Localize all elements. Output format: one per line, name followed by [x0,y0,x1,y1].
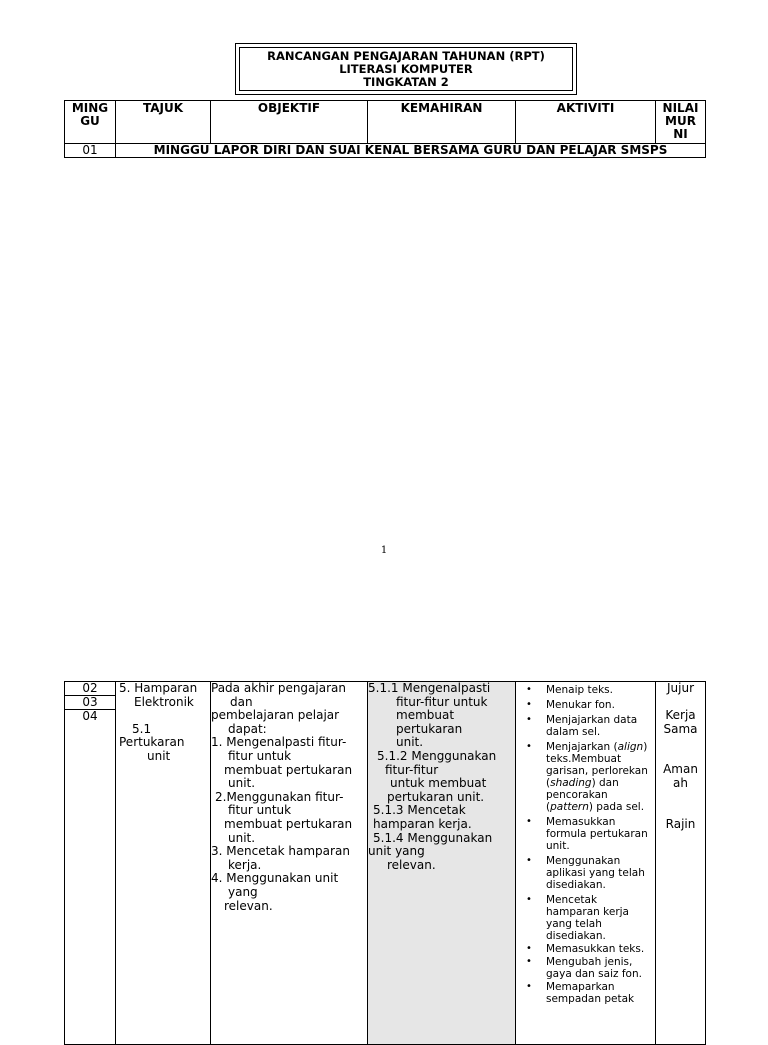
tajuk-cell [116,682,211,1045]
col-header-aktiviti: AKTIVITI [516,101,656,144]
kemahiran-line: untuk membuat [390,776,487,791]
objektif-line: relevan. [224,898,273,913]
objektif-line: unit. [228,776,256,791]
list-item: • Mengubah jenis, gaya dan saiz fon. [546,956,653,980]
objektif-line: fitur untuk [228,803,292,818]
tajuk-line: unit [147,748,171,763]
col-header-objektif: OBJEKTIF [211,101,368,144]
objektif-line: 1. Mengenalpasti fitur- [211,735,347,750]
objektif-line: 3. Mencetak hamparan [211,844,350,859]
table-header-row [65,101,706,144]
list-item: • Memaparkan sempadan petak [546,981,653,1005]
tajuk-line: Elektronik [134,694,194,709]
week-1-description: MINGGU LAPOR DIRI DAN SUAI KENAL BERSAMA GURU DAN PELAJAR SMSPS [116,144,706,158]
col-header-nilai-murni: NILAI MUR NI [656,101,706,144]
list-item: • Mencetak hamparan kerja yang telah disediakan. [546,894,653,942]
list-item: • Menaip teks. [546,684,653,696]
nilai-item: Rajin [665,816,696,831]
objektif-line: 2.Menggunakan fitur- [215,789,344,804]
objektif-line: kerja. [228,857,262,872]
rpt-content-table [64,681,706,1045]
table-row-week-1 [65,144,706,158]
objektif-line: dan [230,694,253,709]
rpt-header-table [64,100,706,158]
list-item: • Menjajarkan (align) teks.Membuat garisan, perlorekan (shading) dan pencorakan (pattern) pada sel. [546,741,653,813]
objektif-line: unit. [228,830,256,845]
objektif-line: membuat pertukaran [224,762,353,777]
objektif-line: yang [228,884,258,899]
kemahiran-line: unit yang [368,844,425,859]
list-item: • Memasukkan formula pertukaran unit. [546,816,653,852]
week-number: 02 [65,682,115,696]
aktiviti-cell [516,682,656,1045]
kemahiran-line: unit. [396,735,424,750]
title-line-2: LITERASI KOMPUTER [339,61,473,76]
nilai-item: ah [673,775,688,790]
nilai-item: Kerja [665,708,696,723]
list-item: • Menjajarkan data dalam sel. [546,714,653,738]
list-item: • Menggunakan aplikasi yang telah disediakan. [546,855,653,891]
kemahiran-line: hamparan kerja. [373,816,472,831]
nilai-item: Aman [663,762,698,777]
kemahiran-line: fitur-fitur untuk [396,694,488,709]
aktiviti-list [516,684,653,1005]
kemahiran-line: 5.1.1 Mengenalpasti [368,681,491,695]
kemahiran-line: membuat pertukaran [396,708,463,736]
objektif-line: membuat pertukaran [224,816,353,831]
objektif-line: fitur untuk [228,748,292,763]
kemahiran-line: pertukaran unit. [387,789,485,804]
page-number: 1 [380,545,388,556]
nilai-murni-cell [656,682,706,1045]
objektif-line: Pada akhir pengajaran [211,681,346,695]
title-line-3: TINGKATAN 2 [363,74,449,89]
kemahiran-line: relevan. [387,857,436,872]
list-item: • Memasukkan teks. [546,943,653,955]
tajuk-line: 5. Hamparan [119,681,198,695]
week-number: 01 [65,144,116,158]
kemahiran-cell [368,682,516,1045]
tajuk-line: Pertukaran [119,735,185,750]
week-number: 04 [82,709,98,723]
objektif-line: 4. Menggunakan unit [211,871,339,886]
kemahiran-line: 5.1.3 Mencetak [373,803,466,818]
kemahiran-line: 5.1.4 Menggunakan [373,830,493,845]
week-number: 03 [65,696,115,710]
table-row-weeks-2-4 [65,682,706,1045]
list-item: • Menukar fon. [546,699,653,711]
document-title [239,47,573,91]
nilai-item: Jujur [666,681,695,695]
col-header-tajuk: TAJUK [116,101,211,144]
tajuk-line: 5.1 [132,721,152,736]
col-header-minggu: MING GU [65,101,116,144]
kemahiran-line: 5.1.2 Menggunakan [377,748,497,763]
title-line-1: RANCANGAN PENGAJARAN TAHUNAN (RPT) [267,48,545,63]
objektif-cell [211,682,368,1045]
objektif-line: dapat: [228,721,267,736]
objektif-line: pembelajaran pelajar [211,708,340,723]
weeks-cell [65,682,116,1045]
col-header-kemahiran: KEMAHIRAN [368,101,516,144]
nilai-item: Sama [663,721,698,736]
document-title-box [235,43,577,95]
kemahiran-line: fitur-fitur [385,762,439,777]
